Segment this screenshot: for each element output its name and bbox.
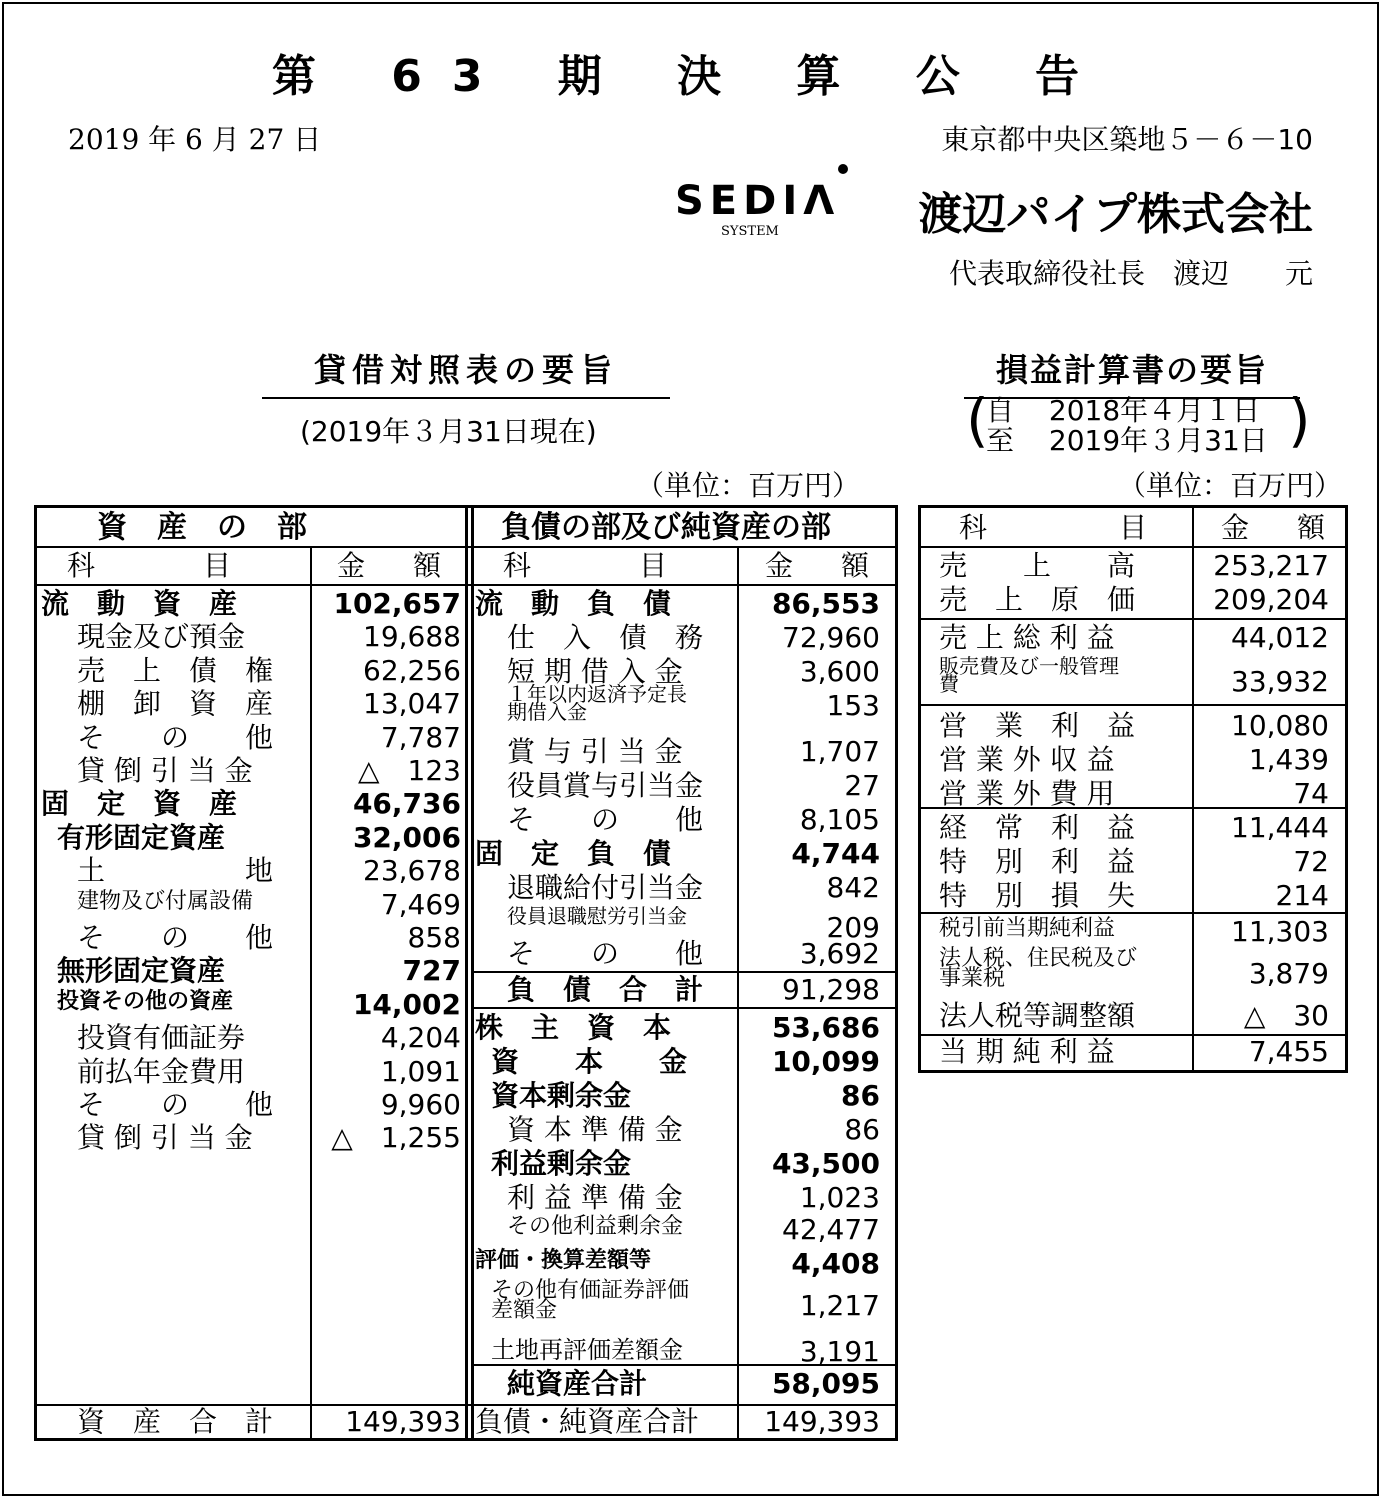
pl-col-divider bbox=[1192, 508, 1194, 1070]
bs-asset-row-value: 7,469 bbox=[380, 887, 461, 921]
bs-equity-row-label: 資 本 金 bbox=[491, 1045, 688, 1078]
pl-row-value: 10,080 bbox=[1231, 709, 1329, 742]
logo-subtext: SYSTEM bbox=[721, 224, 779, 239]
bs-liab-row-value: 27 bbox=[844, 769, 880, 802]
bs-asset-row-value: 62,256 bbox=[363, 653, 461, 687]
income-statement-title: 損益計算書の要旨 bbox=[964, 345, 1300, 399]
bs-grand-total-value: 149,393 bbox=[764, 1405, 880, 1438]
bs-asset-row-value: 727 bbox=[402, 954, 461, 988]
bs-asset-row-label: 投資有価証券 bbox=[77, 1021, 246, 1055]
bs-liab-row-label: 賞 与 引 当 金 bbox=[507, 735, 683, 768]
bs-asset-row-value: 858 bbox=[407, 921, 461, 954]
pl-row-label: 特 別 利 益 bbox=[939, 845, 1136, 878]
bs-equity-row-value: 10,099 bbox=[771, 1045, 880, 1078]
bs-equity-row-value: 4,408 bbox=[791, 1247, 880, 1280]
pl-col-item: 科 目 bbox=[959, 511, 1152, 544]
bs-liab-col-item: 科 目 bbox=[503, 549, 674, 582]
bs-equity-row-value: 86 bbox=[841, 1079, 880, 1112]
bs-equity-row-value: 43,500 bbox=[771, 1147, 880, 1180]
bs-asset-row-value: 4,204 bbox=[380, 1021, 461, 1055]
pl-row-label: 販売費及び一般管理 bbox=[939, 654, 1119, 678]
bs-assets-col-amount: 金 額 bbox=[337, 549, 452, 582]
bs-liab-row-label-cont: 期借入金 bbox=[507, 700, 587, 724]
pl-row-label: 税引前当期純利益 bbox=[939, 916, 1116, 941]
pl-row-value: 11,444 bbox=[1231, 811, 1329, 844]
bs-asset-row-value: △ 1,255 bbox=[331, 1121, 461, 1155]
period-from-date: 2018年４月１日 bbox=[1048, 394, 1261, 427]
pl-row-label: 営 業 外 収 益 bbox=[939, 743, 1115, 776]
bs-liab-row-label: １年以内返済予定長 bbox=[507, 682, 687, 706]
pl-row-label: 法人税等調整額 bbox=[939, 999, 1136, 1032]
bs-asset-row-label: 投資その他の資産 bbox=[57, 988, 234, 1014]
pl-row-label: 経 常 利 益 bbox=[939, 811, 1136, 844]
bs-assets-header: 資 産 の 部 bbox=[97, 510, 307, 545]
bs-equity-row-value: 42,477 bbox=[782, 1213, 880, 1246]
pl-row-value: 33,932 bbox=[1231, 665, 1329, 698]
pl-row-value: 44,012 bbox=[1231, 621, 1329, 654]
pl-row-value: 72 bbox=[1293, 845, 1329, 878]
pl-row-label: 特 別 損 失 bbox=[939, 879, 1136, 912]
bs-liab-row-label: 役員退職慰労引当金 bbox=[507, 904, 687, 928]
bs-liab-row-value: 1,707 bbox=[799, 735, 880, 768]
bs-liab-row-value: 3,600 bbox=[799, 655, 880, 688]
pl-row-value: 7,455 bbox=[1248, 1035, 1329, 1068]
bs-liab-row-label: 流 動 負 債 bbox=[475, 587, 672, 620]
sedia-logo bbox=[675, 178, 841, 239]
bs-liab-row-label: 退職給付引当金 bbox=[507, 871, 704, 904]
period-from-label: 自 bbox=[986, 394, 1015, 427]
bs-liab-total-value: 91,298 bbox=[782, 973, 880, 1006]
pl-row-label: 営 業 利 益 bbox=[939, 709, 1136, 742]
bs-equity-row-label: その他利益剰余金 bbox=[507, 1214, 684, 1239]
bs-asset-row-value: 102,657 bbox=[333, 587, 461, 620]
bs-asset-row-value: 32,006 bbox=[352, 820, 461, 854]
bs-asset-row-label: そ の 他 bbox=[77, 720, 274, 754]
bs-asset-row-label: 貸 倒 引 当 金 bbox=[77, 1121, 253, 1155]
bs-liab-total-label: 負 債 合 計 bbox=[507, 973, 704, 1006]
bs-asset-row-label: 現金及び預金 bbox=[77, 620, 246, 654]
bs-equity-row-value: 1,217 bbox=[799, 1289, 880, 1322]
bs-liab-row-value: 209 bbox=[826, 911, 880, 944]
bs-asset-row-value: 7,787 bbox=[380, 720, 461, 754]
bs-assets-col-divider bbox=[310, 546, 312, 1438]
bs-asset-row-label: 棚 卸 資 産 bbox=[77, 687, 274, 721]
period-from bbox=[986, 396, 1260, 426]
bs-equity-row-label: 評価・換算差額等 bbox=[475, 1248, 652, 1273]
bs-liab-row-label: そ の 他 bbox=[507, 937, 704, 970]
pl-row-label: 当 期 純 利 益 bbox=[939, 1035, 1115, 1068]
period-to-date: 2019年３月31日 bbox=[1048, 424, 1268, 457]
bs-liab-row-value: 86,553 bbox=[771, 587, 880, 620]
notice-title: 第 63 期 決 算 公 告 bbox=[271, 51, 1110, 102]
pl-row-label-cont: 事業税 bbox=[939, 966, 1006, 991]
bs-assets-col-item: 科 目 bbox=[67, 549, 238, 582]
pl-row-value: 11,303 bbox=[1231, 915, 1329, 948]
pl-row-value: 1,439 bbox=[1248, 743, 1329, 776]
pl-row-value: 253,217 bbox=[1213, 549, 1329, 582]
bs-asset-row-label: 流 動 資 産 bbox=[41, 587, 238, 620]
bs-assets-total-value: 149,393 bbox=[345, 1405, 461, 1438]
company-address: 東京都中央区築地５－６－10 bbox=[941, 123, 1313, 156]
bs-asset-row-label: 土 地 bbox=[77, 854, 274, 888]
bs-asset-row-label: 固 定 資 産 bbox=[41, 787, 238, 821]
bs-asset-row-value: 19,688 bbox=[363, 620, 461, 654]
pl-row-label: 売 上 総 利 益 bbox=[939, 621, 1115, 654]
bs-liab-row-label: そ の 他 bbox=[507, 803, 704, 836]
bs-liab-row-label: 固 定 負 債 bbox=[475, 837, 672, 870]
notice-date: 2019 年 6 月 27 日 bbox=[68, 123, 322, 156]
period-close-paren: ) bbox=[1288, 386, 1311, 454]
bs-asset-row-label: 有形固定資産 bbox=[57, 820, 226, 854]
pl-row-value: 214 bbox=[1275, 879, 1329, 912]
bs-equity-row-value: 53,686 bbox=[771, 1011, 880, 1044]
bs-liab-row-value: 72,960 bbox=[782, 621, 880, 654]
bs-asset-row-value: 1,091 bbox=[380, 1054, 461, 1088]
pl-row-value: 74 bbox=[1293, 777, 1329, 810]
bs-liab-row-value: 3,692 bbox=[799, 937, 880, 970]
bs-liab-row-label: 短 期 借 入 金 bbox=[507, 655, 683, 688]
bs-asset-row-label: 建物及び付属設備 bbox=[77, 888, 254, 914]
bs-asset-row-value: 9,960 bbox=[380, 1088, 461, 1121]
bs-asset-row-label: 無形固定資産 bbox=[57, 954, 226, 988]
pl-row-label: 法人税、住民税及び bbox=[939, 946, 1138, 971]
pl-row-label: 売 上 原 価 bbox=[939, 583, 1136, 616]
bs-equity-row-label: その他有価証券評価 bbox=[491, 1278, 690, 1303]
bs-assets-total-label: 資 産 合 計 bbox=[77, 1405, 274, 1438]
bs-equity-row-value: 3,191 bbox=[799, 1335, 880, 1368]
bs-equity-row-label: 資 本 準 備 金 bbox=[507, 1113, 683, 1146]
bs-asset-row-value: 23,678 bbox=[363, 854, 461, 888]
bs-asset-row-label: そ の 他 bbox=[77, 921, 274, 954]
pl-row-label: 売 上 高 bbox=[939, 549, 1136, 582]
bs-equity-row-label: 株 主 資 本 bbox=[475, 1011, 672, 1044]
logo-text: SEDIΛ bbox=[675, 178, 841, 224]
bs-equity-total-label: 純資産合計 bbox=[507, 1367, 648, 1400]
balance-sheet-title: 貸借対照表の要旨 bbox=[262, 345, 670, 399]
period-to-label: 至 bbox=[986, 424, 1015, 457]
period-open-paren: ( bbox=[966, 386, 989, 454]
bs-grand-total-label: 負債・純資産合計 bbox=[475, 1405, 700, 1438]
bs-asset-row-value: 14,002 bbox=[352, 987, 461, 1021]
pl-row-value: △ 30 bbox=[1243, 999, 1329, 1032]
company-name: 渡辺パイプ株式会社 bbox=[918, 189, 1313, 240]
bs-liab-col-amount: 金 額 bbox=[765, 549, 880, 582]
balance-sheet-date: (2019年３月31日現在) bbox=[300, 415, 597, 448]
bs-liab-row-value: 153 bbox=[826, 689, 880, 722]
logo-dot-icon bbox=[838, 164, 848, 174]
bs-asset-row-value: 46,736 bbox=[352, 787, 461, 821]
bs-liab-row-label: 仕 入 債 務 bbox=[507, 621, 704, 654]
bs-equity-row-value: 86 bbox=[844, 1113, 880, 1146]
bs-asset-row-label: 貸 倒 引 当 金 bbox=[77, 754, 253, 787]
bs-asset-row-label: 前払年金費用 bbox=[77, 1054, 246, 1088]
bs-equity-total-value: 58,095 bbox=[771, 1367, 880, 1400]
bs-equity-row-label: 土地再評価差額金 bbox=[491, 1336, 683, 1364]
bs-liab-header: 負債の部及び純資産の部 bbox=[501, 510, 831, 545]
bs-liab-row-value: 4,744 bbox=[791, 837, 880, 870]
representative: 代表取締役社長 渡辺 元 bbox=[948, 257, 1313, 290]
bs-liab-row-value: 842 bbox=[826, 871, 880, 904]
bs-liab-col-divider bbox=[737, 546, 739, 1438]
bs-asset-row-label: そ の 他 bbox=[77, 1088, 274, 1121]
pl-row-label: 営 業 外 費 用 bbox=[939, 777, 1115, 810]
pl-col-amount: 金 額 bbox=[1221, 511, 1336, 544]
bs-asset-row-label: 売 上 債 権 bbox=[77, 653, 274, 687]
bs-equity-row-label: 利 益 準 備 金 bbox=[507, 1181, 683, 1214]
bs-asset-row-value: △ 123 bbox=[358, 754, 461, 787]
pl-row-label-cont: 費 bbox=[939, 672, 959, 696]
bs-liab-row-value: 8,105 bbox=[799, 803, 880, 836]
income-statement-table bbox=[918, 505, 1348, 1073]
bs-asset-row-value: 13,047 bbox=[363, 687, 461, 721]
bs-equity-row-label: 利益剰余金 bbox=[491, 1147, 632, 1180]
pl-row-value: 209,204 bbox=[1213, 583, 1329, 616]
pl-row-value: 3,879 bbox=[1248, 957, 1329, 990]
balance-sheet-table bbox=[34, 505, 898, 1441]
bs-equity-row-value: 1,023 bbox=[799, 1181, 880, 1214]
bs-equity-row-label-cont: 差額金 bbox=[491, 1298, 558, 1323]
balance-sheet-unit: （単位：百万円） bbox=[636, 469, 861, 502]
bs-liab-row-label: 役員賞与引当金 bbox=[507, 769, 704, 802]
income-statement-unit: （単位：百万円） bbox=[1118, 469, 1343, 502]
bs-equity-row-label: 資本剰余金 bbox=[491, 1079, 632, 1112]
period-to bbox=[986, 426, 1268, 456]
